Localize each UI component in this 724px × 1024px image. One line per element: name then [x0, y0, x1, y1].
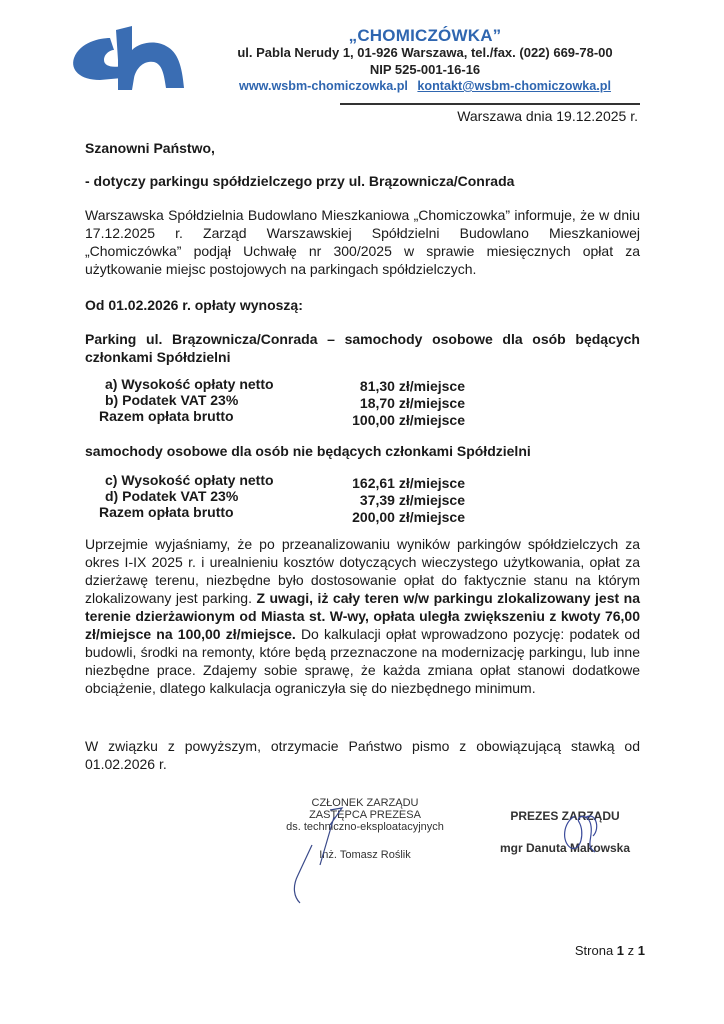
- salutation: Szanowni Państwo,: [85, 140, 215, 156]
- ch-logo-icon: [70, 20, 188, 92]
- page-number: [545, 943, 645, 958]
- explanation-bold-text: Z uwagi, iż cały teren w/w parkingu zlokalizowany jest na terenie dzierżawionym od Miasta st. W-wy, opłata uległa zwiększeniu z kwoty 76,00 zł/miejsce na 100,00 zł/miejsce.: [85, 590, 640, 642]
- explanation-text: Uprzejmie wyjaśniamy, że po przeanalizowaniu wyników parkingów spółdzielczych za okres I-IX 2025 r. i urealnieniu kosztów dotyczących wieczystego użytkowania, opłat za dzierżawę terenu, niezbędne było dostosowanie opłat do faktycznie stanu na którym zlokalizowany jest parking.: [85, 536, 640, 606]
- fee-label-total: Razem opłata brutto: [99, 408, 234, 424]
- signer-role: ZASTĘPCA PREZESA: [309, 809, 421, 821]
- signer-name-right: mgr Danuta Makowska: [499, 841, 631, 855]
- fee-value: 18,70 zł/miejsce: [359, 395, 465, 411]
- page-separator: z: [624, 943, 638, 958]
- company-address: ul. Pabla Nerudy 1, 01-926 Warszawa, tel./fax. (022) 669-78-00: [237, 45, 613, 60]
- subject-line: - dotyczy parkingu spółdzielczego przy ul. Brązownicza/Conrada: [85, 173, 515, 189]
- signer-department: ds. techniczno-eksploatacyjnych: [286, 821, 444, 833]
- header-divider: [340, 103, 640, 105]
- signer-name-left: Inż. Tomasz Roślik: [319, 849, 411, 861]
- conclusion-paragraph: W związku z powyższym, otrzymacie Państwo pismo z obowiązującą stawką od 01.02.2026 r.: [85, 738, 640, 772]
- website-link[interactable]: www.wsbm-chomiczowka.pl: [239, 79, 408, 93]
- fee-value: 162,61 zł/miejsce: [352, 475, 465, 491]
- fee-label: b) Podatek VAT 23%: [105, 392, 239, 408]
- explanation-paragraph: [85, 535, 640, 697]
- company-contacts: [200, 79, 650, 93]
- company-nip: NIP 525-001-16-16: [369, 62, 481, 77]
- members-heading: Parking ul. Brązownicza/Conrada – samochody osobowe dla osób będących członkami Spółdzielni: [85, 331, 640, 365]
- fee-value: 81,30 zł/miejsce: [359, 378, 465, 394]
- signer-title-right: PREZES ZARZĄDU: [510, 809, 620, 823]
- intro-paragraph: Warszawska Spółdzielnia Budowlano Mieszkaniowa „Chomiczowka” informuje, że w dniu 17.12.2025 r. Zarząd Warszawskiej Spółdzielni Budowlano Mieszkaniowej „Chomiczówka” podjął Uchwałę nr 300/2025 w sprawie miesięcznych opłat za użytkowanie miejsc postojowych na parkingach spółdzielczych.: [85, 207, 640, 277]
- fee-value-total: 100,00 zł/miejsce: [352, 412, 465, 428]
- non-members-heading: samochody osobowe dla osób nie będących członkami Spółdzielni: [85, 443, 531, 459]
- page-label: Strona: [574, 943, 617, 958]
- fee-label-total: Razem opłata brutto: [99, 504, 234, 520]
- fee-value: 37,39 zł/miejsce: [359, 492, 465, 508]
- effective-date-heading: Od 01.02.2026 r. opłaty wynoszą:: [85, 297, 303, 313]
- fee-label: a) Wysokość opłaty netto: [105, 376, 274, 392]
- fee-label: c) Wysokość opłaty netto: [105, 472, 274, 488]
- company-name: „CHOMICZÓWKA”: [348, 26, 502, 45]
- page-current: 1: [616, 943, 625, 958]
- page-total: 1: [637, 943, 645, 958]
- handwritten-signature-icon: [290, 805, 350, 905]
- letter-date: Warszawa dnia 19.12.2025 r.: [457, 108, 638, 124]
- fee-label: d) Podatek VAT 23%: [105, 488, 239, 504]
- fee-value-total: 200,00 zł/miejsce: [352, 509, 465, 525]
- email-link[interactable]: kontakt@wsbm-chomiczowka.pl: [417, 79, 611, 93]
- handwritten-signature-icon: [555, 808, 610, 858]
- explanation-text: Do kalkulacji opłat wprowadzono pozycję: podatek od budowli, środki na remonty, które będą przeznaczone na modernizację parkingu, lub inne niezbędne prace. Zdajemy sobie sprawę, że każda zmiana opłat stanowi dodatkowe obciążenie, dlatego kalkulacja ograniczyła się do niezbędnego minimum.: [85, 626, 640, 696]
- signer-role: CZŁONEK ZARZĄDU: [311, 797, 419, 809]
